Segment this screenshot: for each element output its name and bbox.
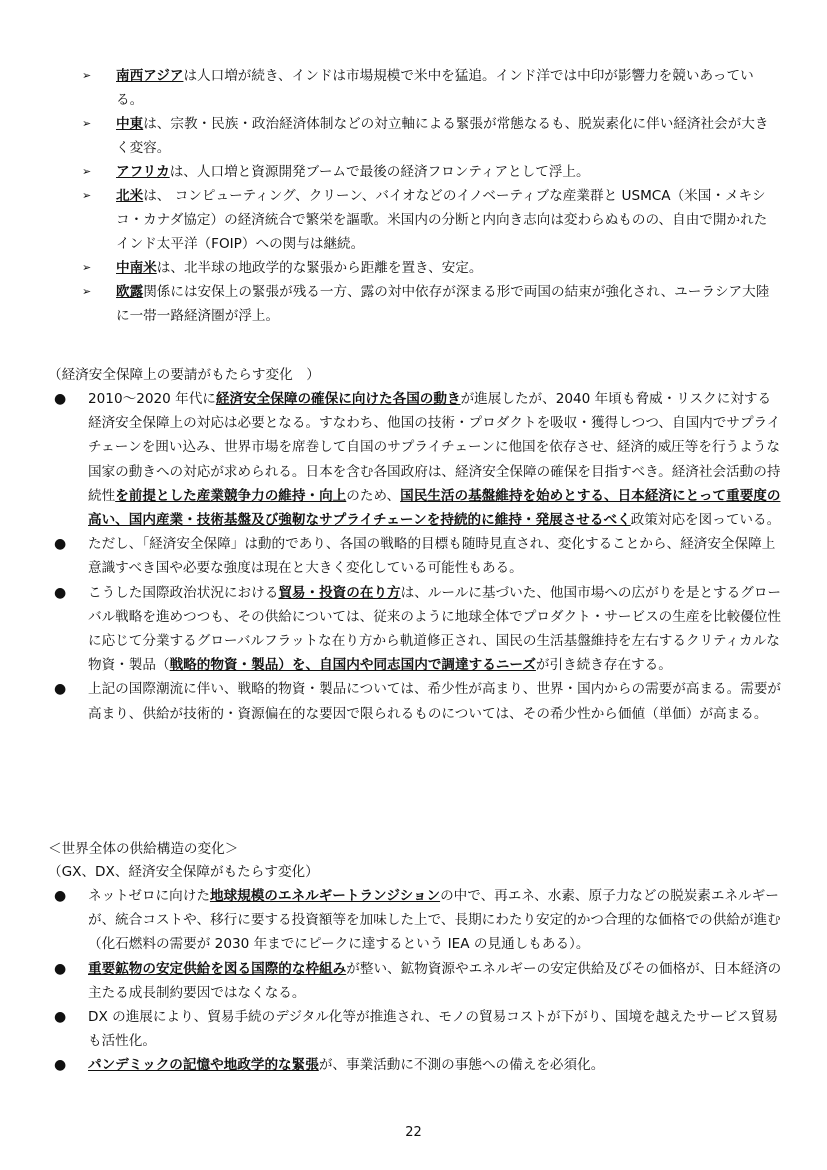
page-number: 22	[405, 1125, 422, 1140]
list-item: ● 上記の国際潮流に伴い、戦略的物資・製品については、希少性が高まり、世界・国内からの需要が高まる。需要が高まり、供給が技術的・資源偏在的な要因で限られるものについては、その希少性から価値（単価）が高まる。	[48, 677, 783, 725]
arrow-bullet-icon: ➢	[82, 261, 92, 274]
arrow-bullet-icon: ➢	[82, 69, 92, 82]
list-item: ● 重要鉱物の安定供給を図る国際的な枠組みが整い、鉱物資源やエネルギーの安定供給及びその価格が、日本経済の主たる成長制約要因ではなくなる。	[48, 957, 783, 1005]
bullet-icon: ●	[54, 960, 67, 977]
list-item: ● パンデミックの記憶や地政学的な緊張が、事業活動に不測の事態への備えを必須化。	[48, 1053, 783, 1077]
bullet-icon: ●	[54, 536, 67, 553]
arrow-bullet-icon: ➢	[82, 189, 92, 202]
section-subheading: （GX、DX、経済安全保障がもたらす変化）	[48, 864, 319, 880]
bullet-icon: ●	[54, 888, 67, 904]
list-item: ● 2010～2020 年代に経済安全保障の確保に向けた各国の動きが進展したが、2040 年頃も脅威・リスクに対する経済安全保障上の対応は必要となる。すなわち、他国の技術・プロダクトを吸収・獲得しつつ、自国内でサプライチェーンを囲い込み、世界市場を席巻して自国のサプライチェーンに他国を依存させ、経済的威圧等を行うような国家の動きへの対応が求められる。日本を含む各国政府は、経済安全保障の確保を目指すべき。経済社会活動の持続性を前提とした産業競争力の維持・向上のため、国民生活の基盤維持を始めとする、日本経済にとって重要度の高い、国内産業・技術基盤及び強靭なサプライチェーンを持続的に維持・発展させるべく政策対応を図っている。	[48, 387, 783, 532]
list-item: ● ネットゼロに向けた地球規模のエネルギートランジションの中で、再エネ、水素、原子力などの脱炭素エネルギーが、統合コストや、移行に要する投資額等を加味した上で、長期にわたり安定的かつ合理的な価格での供給が進む（化石燃料の需要が 2030 年までにピークに達するという IEA の見通しもある）。	[48, 884, 783, 957]
regional-outlook-list	[80, 64, 780, 328]
section-heading: ＜世界全体の供給構造の変化＞	[48, 841, 239, 857]
bullet-icon: ●	[54, 584, 67, 601]
list-item: ➢ 中東は、宗教・民族・政治経済体制などの対立軸による緊張が常態なるも、脱炭素化に伴い経済社会が大きく変容。	[80, 112, 780, 160]
bullet-icon: ●	[54, 1009, 67, 1026]
list-item: ➢ 北米は、 コンピューティング、クリーン、バイオなどのイノベーティブな産業群と USMCA（米国・メキシコ・カナダ協定）の経済統合で繁栄を謳歌。米国内の分断と内向き志向は変わらぬものの、自由で開かれたインド太平洋（FOIP）への関与は継続。	[80, 184, 780, 256]
list-item: ➢ 中南米は、北半球の地政学的な緊張から距離を置き、安定。	[80, 256, 780, 280]
list-item: ● DX の進展により、貿易手続のデジタル化等が推進され、モノの貿易コストが下がり、国境を越えたサービス貿易も活性化。	[48, 1005, 783, 1053]
list-item: ● ただし、「経済安全保障」は動的であり、各国の戦略的目標も随時見直され、変化することから、経済安全保障上意識すべき国や必要な強度は現在と大きく変化している可能性もある。	[48, 532, 783, 580]
bullet-icon: ●	[54, 391, 67, 407]
bullet-icon: ●	[54, 1057, 67, 1074]
section-heading: （経済安全保障上の要請がもたらす変化 ）	[48, 367, 320, 383]
arrow-bullet-icon: ➢	[82, 285, 92, 298]
arrow-bullet-icon: ➢	[82, 117, 92, 130]
supply-structure-section	[48, 838, 783, 1078]
list-item: ➢ 欧露関係には安保上の緊張が残る一方、露の対中依存が深まる形で両国の結束が強化され、ユーラシア大陸に一帯一路経済圏が浮上。	[80, 280, 780, 328]
list-item: ● こうした国際政治状況における貿易・投資の在り方は、ルールに基づいた、他国市場への広がりを是とするグローバル戦略を進めつつも、その供給については、従来のように地球全体でプロダクト・サービスの生産を比較優位性に応じて分業するグローバルフラットな在り方から軌道修正され、国民の生活基盤維持を左右するクリティカルな物資・製品（戦略的物資・製品）を、自国内や同志国内で調達するニーズが引き続き存在する。	[48, 581, 783, 678]
list-item: ➢ アフリカは、人口増と資源開発ブームで最後の経済フロンティアとして浮上。	[80, 160, 780, 184]
bullet-icon: ●	[54, 681, 67, 698]
arrow-bullet-icon: ➢	[82, 165, 92, 178]
economic-security-section	[48, 364, 783, 726]
list-item: ➢ 南西アジアは人口増が続き、インドは市場規模で米中を猛追。インド洋では中印が影響力を競いあっている。	[80, 64, 780, 112]
